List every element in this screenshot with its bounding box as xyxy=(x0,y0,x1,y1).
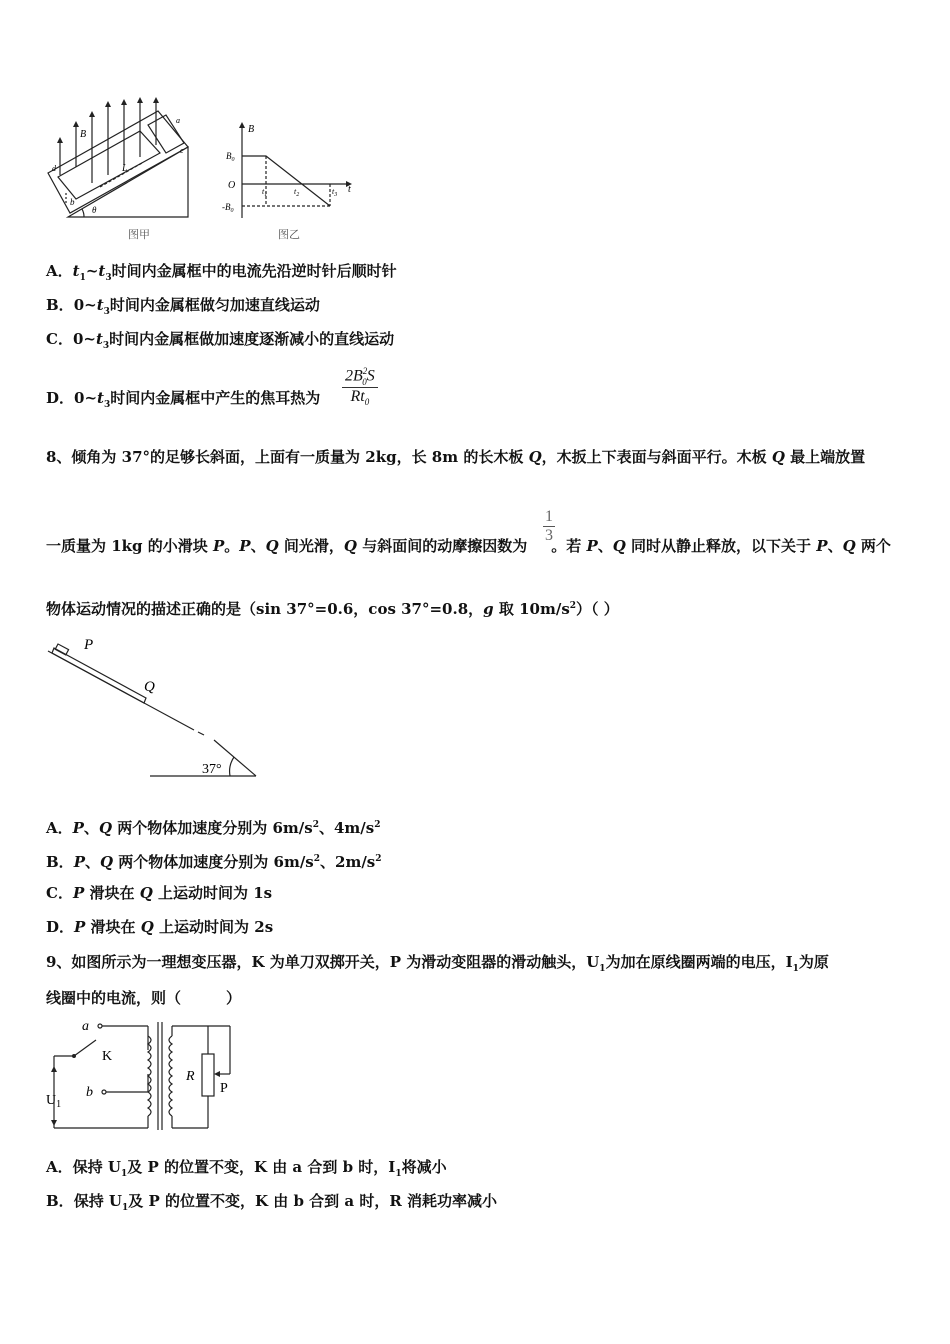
t3-label: $t_3$ xyxy=(332,187,338,198)
figure-jia xyxy=(40,95,200,245)
label-theta: θ xyxy=(92,205,97,215)
t1-label: $t_1$ xyxy=(262,187,268,198)
secondary-coil xyxy=(169,1036,172,1116)
q9-option-a: A．保持 $U_1$及 P 的位置不变，K 由 a 合到 b 时，$I_1$将减小 xyxy=(46,1158,447,1179)
axis-b-label: B xyxy=(248,124,255,135)
q9-line2: 线圈中的电流，则（ ） xyxy=(46,989,242,1007)
q8-line1: 8、倾角为 37°的足够长斜面，上面有一质量为 2kg，长 8m 的长木板 Q，木扳上下表面与斜面平行。木板 Q 最上端放置 xyxy=(46,448,866,466)
inner-frame xyxy=(58,131,160,199)
q8-friction-fraction: 1 3 xyxy=(545,508,553,544)
q7-option-b: B．$0\sim t_3$时间内金属框做匀加速直线运动 xyxy=(46,296,320,317)
label-b-width: b xyxy=(70,197,75,207)
label-b-terminal: b xyxy=(86,1085,93,1100)
board-q xyxy=(52,648,146,703)
q9-line1: 9、如图所示为一理想变压器，K 为单刀双掷开关，P 为滑动变阻器的滑动触头，$U_1$为加在原线圈两端的电压，$I_1$为原 xyxy=(46,953,829,974)
q8-option-c: C．P 滑块在 Q 上运动时间为 1s xyxy=(46,884,273,902)
label-a-terminal: a xyxy=(82,1019,89,1034)
origin-label: O xyxy=(228,180,236,191)
label-k: K xyxy=(102,1049,113,1064)
label-angle: 37° xyxy=(202,762,222,777)
q8-option-d: D．P 滑块在 Q 上运动时间为 2s xyxy=(46,918,274,936)
q8-line2: 一质量为 1kg 的小滑块 P。P、Q 间光滑，Q 与斜面间的动摩擦因数为 。若 P、Q 同时从静止释放，以下关于 P、Q 两个 xyxy=(46,537,891,555)
label-r: R xyxy=(186,1069,195,1084)
caption-jia: 图甲 xyxy=(128,229,150,241)
q7-option-d: D．$0\sim t_3$时间内金属框中产生的焦耳热为 xyxy=(46,389,321,410)
label-p: P xyxy=(84,637,94,653)
figure-transformer xyxy=(44,1016,244,1136)
q8-option-b: B．P、Q 两个物体加速度分别为 $6m/s^2$、$2m/s^2$ xyxy=(46,853,382,871)
neg-b0-label: $-B_0$ xyxy=(222,202,234,214)
q7-option-a: A．$t_1\sim t_3$时间内金属框中的电流先沿逆时针后顺时针 xyxy=(46,262,397,283)
q9-option-b: B．保持 $U_1$及 P 的位置不变，K 由 b 合到 a 时，R 消耗功率减小 xyxy=(46,1192,498,1213)
b0-label: $B_0$ xyxy=(226,151,235,163)
rail-frame xyxy=(48,111,188,213)
label-c: c xyxy=(180,146,184,155)
figure-yi xyxy=(220,118,360,243)
label-l: L xyxy=(122,163,128,174)
rheostat-r xyxy=(202,1054,214,1096)
label-p-contact: P xyxy=(220,1081,228,1096)
axis-t-label: t xyxy=(348,184,351,195)
caption-yi: 图乙 xyxy=(278,229,300,241)
q7-heat-fraction: $\frac{2B^2_0S}{Rt_0}$ xyxy=(342,366,378,407)
label-d: d xyxy=(52,164,56,173)
q7-option-c: C．$0\sim t_3$时间内金属框做加速度逐渐减小的直线运动 xyxy=(46,330,395,351)
label-b-field: B xyxy=(80,129,87,140)
q8-option-a: A．P、Q 两个物体加速度分别为 $6m/s^2$、$4m/s^2$ xyxy=(46,819,381,837)
t2-label: $t_2$ xyxy=(294,187,300,198)
label-a: a xyxy=(176,116,180,125)
q8-line3: 物体运动情况的描述正确的是（sin 37°=0.6，cos 37°=0.8，g 取 $10m/s^2$）（ ） xyxy=(46,600,619,618)
b-curve xyxy=(242,156,330,206)
figure-incline xyxy=(44,633,264,783)
label-u1: $U_1$ xyxy=(46,1093,62,1110)
label-q: Q xyxy=(144,679,155,695)
